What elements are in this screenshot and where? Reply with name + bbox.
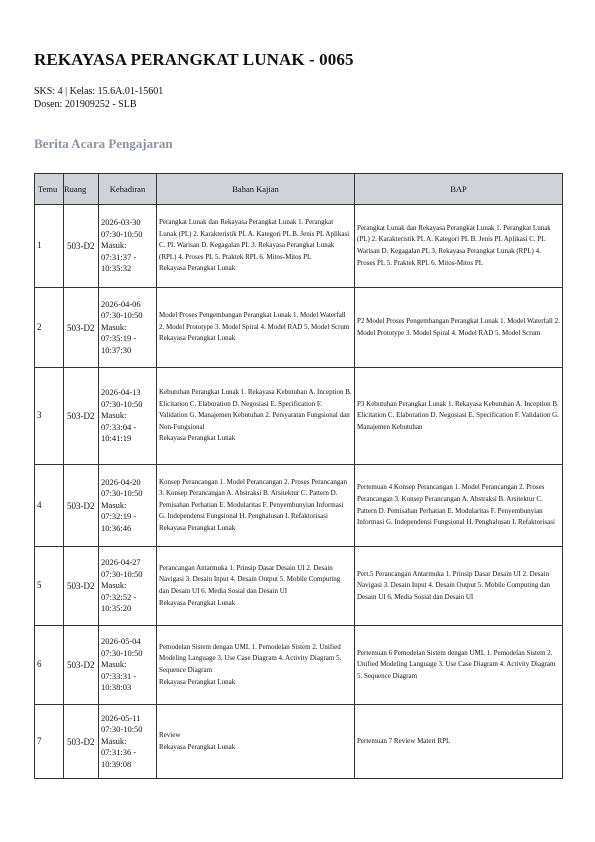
table-header-row bbox=[35, 174, 563, 205]
attendance-cell bbox=[99, 465, 157, 547]
table-row bbox=[35, 368, 563, 465]
session-hours: 07:30-10:50 bbox=[101, 568, 143, 579]
bahan-kajian-text: Pemodelan Sistem dengan UML 1. Pemodelan Sistem 2. Unified Modeling Language 3. Use Case Diagram 4. Activity Diagram 5. Sequence Diagram bbox=[159, 642, 342, 674]
temu-number: 7 bbox=[35, 705, 64, 779]
room-cell: 503-D2 bbox=[64, 368, 99, 465]
checkout-time: 10:39:08 bbox=[101, 758, 132, 769]
room-cell: 503-D2 bbox=[64, 205, 99, 288]
checkin-time: 07:33:04 - bbox=[101, 421, 137, 432]
table-row bbox=[35, 547, 563, 626]
bahan-kajian-cell bbox=[157, 368, 355, 465]
bahan-kajian-cell bbox=[157, 705, 355, 779]
checkin-time: 07:31:37 - bbox=[101, 251, 137, 262]
checkout-time: 10:36:46 bbox=[101, 522, 132, 533]
temu-number: 4 bbox=[35, 465, 64, 547]
bahan-kajian-text: Perangkat Lunak dan Rekayasa Perangkat Lunak 1. Perangkat Lunak (PL) 2. Karakteristik PL A. Kategori PL B. Jenis PL Aplikasi C. PL Warisan D. Kegagalan PL 3. Rekayasa Perangkat Lunak (RPL) 4. Proses PL 5. Praktek RPL 6. Mitos-Mitos PL bbox=[159, 218, 350, 261]
bap-text: P2 Model Proses Pengembangan Perangkat Lunak 1. Model Waterfall 2. Model Prototype 3. Model Spiral 4. Model RAD 5. Model Scrum bbox=[357, 316, 560, 337]
attendance-cell bbox=[99, 368, 157, 465]
session-date: 2026-05-04 bbox=[101, 636, 141, 647]
checkin-label: Masuk: bbox=[101, 240, 127, 251]
checkin-label: Masuk: bbox=[101, 659, 127, 670]
bap-text: Perangkat Lunak dan Rekayasa Perangkat Lunak 1. Perangkat Lunak (PL) 2. Karakteristik PL A. Kategori PL B. Jenis PL Aplikasi C. PL Warisan D. Kegagalan PL 3. Rekayasa Perangkat Lunak (RPL) 4. Proses PL 5. Praktek RPL 6. Mitos-Mitos PL bbox=[357, 223, 551, 267]
session-date: 2026-04-13 bbox=[101, 387, 141, 398]
bahan-kajian-course: Rekayasa Perangkat Lunak bbox=[159, 434, 236, 443]
session-hours: 07:30-10:50 bbox=[101, 228, 143, 239]
bahan-kajian-cell bbox=[157, 288, 355, 368]
bap-text: Pertemuan 4 Konsep Perancangan 1. Model Perancangan 2. Proses Perancangan 3. Konsep Perancangan A. Abstraksi B. Arsitektur C. Pattern D. Pemisahan Perhatian E. Modularitas F. Penyembunyian Informasi G. Independensi Fungsional H. Penghalusan I. Refaktorisasi bbox=[357, 483, 555, 527]
attendance-cell bbox=[99, 205, 157, 288]
bahan-kajian-cell bbox=[157, 465, 355, 547]
bahan-kajian-text: Model Proses Pengembangan Perangkat Lunak 1. Model Waterfall 2. Model Prototype 3. Model Spiral 4. Model RAD 5. Model Scrum bbox=[159, 311, 350, 331]
bahan-kajian-course: Rekayasa Perangkat Lunak bbox=[159, 523, 236, 532]
session-date: 2026-05-11 bbox=[101, 712, 141, 723]
bahan-kajian-course: Rekayasa Perangkat Lunak bbox=[159, 742, 236, 751]
bap-text: P3 Kebutuhan Perangkat Lunak 1. Rekayasa Kebutuhan A. Inception B. Elicitation C. Elaboration D. Negosiasi E. Specification F. Validation G. Manajemen Kebutuhan bbox=[357, 399, 559, 431]
bap-text: Pertemuan 6 Pemodelan Sistem dengan UML 1. Pemodelan Sistem 2. Unified Modeling Language 3. Use Case Diagram 4. Activity Diagram 5. Sequence Diagram bbox=[357, 648, 556, 680]
bahan-kajian-course: Rekayasa Perangkat Lunak bbox=[159, 264, 236, 273]
bahan-kajian-text: Perancangan Antarmuka 1. Prinsip Dasar Desain UI 2. Desain Navigasi 3. Desain Input 4. Desain Output 5. Mobile Computing dan Desain UI 6. Media Sosial dan Desain UI bbox=[159, 563, 341, 595]
checkin-label: Masuk: bbox=[101, 321, 127, 332]
bap-text: Pert.5 Perancangan Antarmuka 1. Prinsip Dasar Desain UI 2. Desain Navigasi 3. Desain Input 4. Desain Output 5. Mobile Computing dan Desain UI 6. Media Sosial dan Desain UI bbox=[357, 569, 551, 601]
bap-cell bbox=[355, 705, 563, 779]
attendance-cell bbox=[99, 288, 157, 368]
checkout-time: 10:35:32 bbox=[101, 263, 132, 274]
checkin-label: Masuk: bbox=[101, 410, 127, 421]
lecturer-info: Dosen: 201909252 - SLB bbox=[34, 99, 137, 110]
room-cell: 503-D2 bbox=[64, 626, 99, 705]
table-body bbox=[35, 205, 563, 779]
table-row bbox=[35, 705, 563, 779]
bahan-kajian-cell bbox=[157, 547, 355, 626]
temu-number: 5 bbox=[35, 547, 64, 626]
teaching-record-table bbox=[34, 173, 563, 779]
checkin-label: Masuk: bbox=[101, 499, 127, 510]
room-cell: 503-D2 bbox=[64, 705, 99, 779]
header-bap: BAP bbox=[355, 174, 563, 205]
bap-text: Pertemuan 7 Review Materi RPL bbox=[357, 736, 451, 745]
checkin-time: 07:33:31 - bbox=[101, 670, 137, 681]
checkout-time: 10:41:19 bbox=[101, 433, 132, 444]
bahan-kajian-text: Kebutuhan Perangkat Lunak 1. Rekayasa Kebutuhan A. Inception B. Elicitation C. Elaboration D. Negosiasi E. Specification F. Validation G. Manajemen Kebutuhan 2. Persyaratan Fungsional dan Non-Fungsional bbox=[159, 388, 352, 431]
header-ruang: Ruang bbox=[64, 174, 99, 205]
bap-cell bbox=[355, 368, 563, 465]
header-temu: Temu bbox=[35, 174, 64, 205]
bahan-kajian-course: Rekayasa Perangkat Lunak bbox=[159, 334, 236, 343]
room-cell: 503-D2 bbox=[64, 547, 99, 626]
attendance-cell bbox=[99, 547, 157, 626]
checkout-time: 10:37:30 bbox=[101, 344, 132, 355]
session-hours: 07:30-10:50 bbox=[101, 310, 143, 321]
session-date: 2026-04-27 bbox=[101, 557, 141, 568]
checkin-time: 07:35:19 - bbox=[101, 333, 137, 344]
bahan-kajian-text: Review bbox=[159, 730, 181, 739]
bahan-kajian-course: Rekayasa Perangkat Lunak bbox=[159, 677, 236, 686]
bap-cell bbox=[355, 288, 563, 368]
bahan-kajian-cell bbox=[157, 626, 355, 705]
header-bahan-kajian: Bahan Kajian bbox=[157, 174, 355, 205]
bap-cell bbox=[355, 626, 563, 705]
temu-number: 6 bbox=[35, 626, 64, 705]
table-row bbox=[35, 205, 563, 288]
temu-number: 2 bbox=[35, 288, 64, 368]
room-cell: 503-D2 bbox=[64, 465, 99, 547]
sks-class-info: SKS: 4 | Kelas: 15.6A.01-15601 bbox=[34, 86, 164, 97]
temu-number: 3 bbox=[35, 368, 64, 465]
bap-cell bbox=[355, 205, 563, 288]
bahan-kajian-text: Konsep Perancangan 1. Model Perancangan 2. Proses Perancangan 3. Konsep Perancangan A. Abstraksi B. Arsitektur C. Pattern D. Pemisahan Perhatian E. Modularitas F. Penyembunyian Informasi G. Independensi Fungsional H. Penghalusan I. Refaktorisasi bbox=[159, 477, 347, 521]
checkout-time: 10:35:20 bbox=[101, 603, 132, 614]
session-date: 2026-03-30 bbox=[101, 217, 141, 228]
table-row bbox=[35, 465, 563, 547]
session-date: 2026-04-06 bbox=[101, 298, 141, 309]
room-cell: 503-D2 bbox=[64, 288, 99, 368]
header-kehadiran: Kehadiran bbox=[99, 174, 157, 205]
attendance-cell bbox=[99, 705, 157, 779]
table-row bbox=[35, 288, 563, 368]
section-title: Berita Acara Pengajaran bbox=[34, 136, 173, 151]
table-row bbox=[35, 626, 563, 705]
bap-cell bbox=[355, 465, 563, 547]
checkin-time: 07:32:52 - bbox=[101, 591, 137, 602]
bap-cell bbox=[355, 547, 563, 626]
checkin-time: 07:31:36 - bbox=[101, 747, 137, 758]
checkin-label: Masuk: bbox=[101, 580, 127, 591]
checkin-label: Masuk: bbox=[101, 735, 127, 746]
session-date: 2026-04-20 bbox=[101, 476, 141, 487]
bahan-kajian-course: Rekayasa Perangkat Lunak bbox=[159, 598, 236, 607]
bahan-kajian-cell bbox=[157, 205, 355, 288]
temu-number: 1 bbox=[35, 205, 64, 288]
attendance-cell bbox=[99, 626, 157, 705]
checkout-time: 10:38:03 bbox=[101, 682, 132, 693]
course-title: REKAYASA PERANGKAT LUNAK - 0065 bbox=[34, 50, 354, 69]
session-hours: 07:30-10:50 bbox=[101, 724, 143, 735]
session-hours: 07:30-10:50 bbox=[101, 647, 143, 658]
session-hours: 07:30-10:50 bbox=[101, 398, 143, 409]
checkin-time: 07:32:19 - bbox=[101, 511, 137, 522]
session-hours: 07:30-10:50 bbox=[101, 488, 143, 499]
